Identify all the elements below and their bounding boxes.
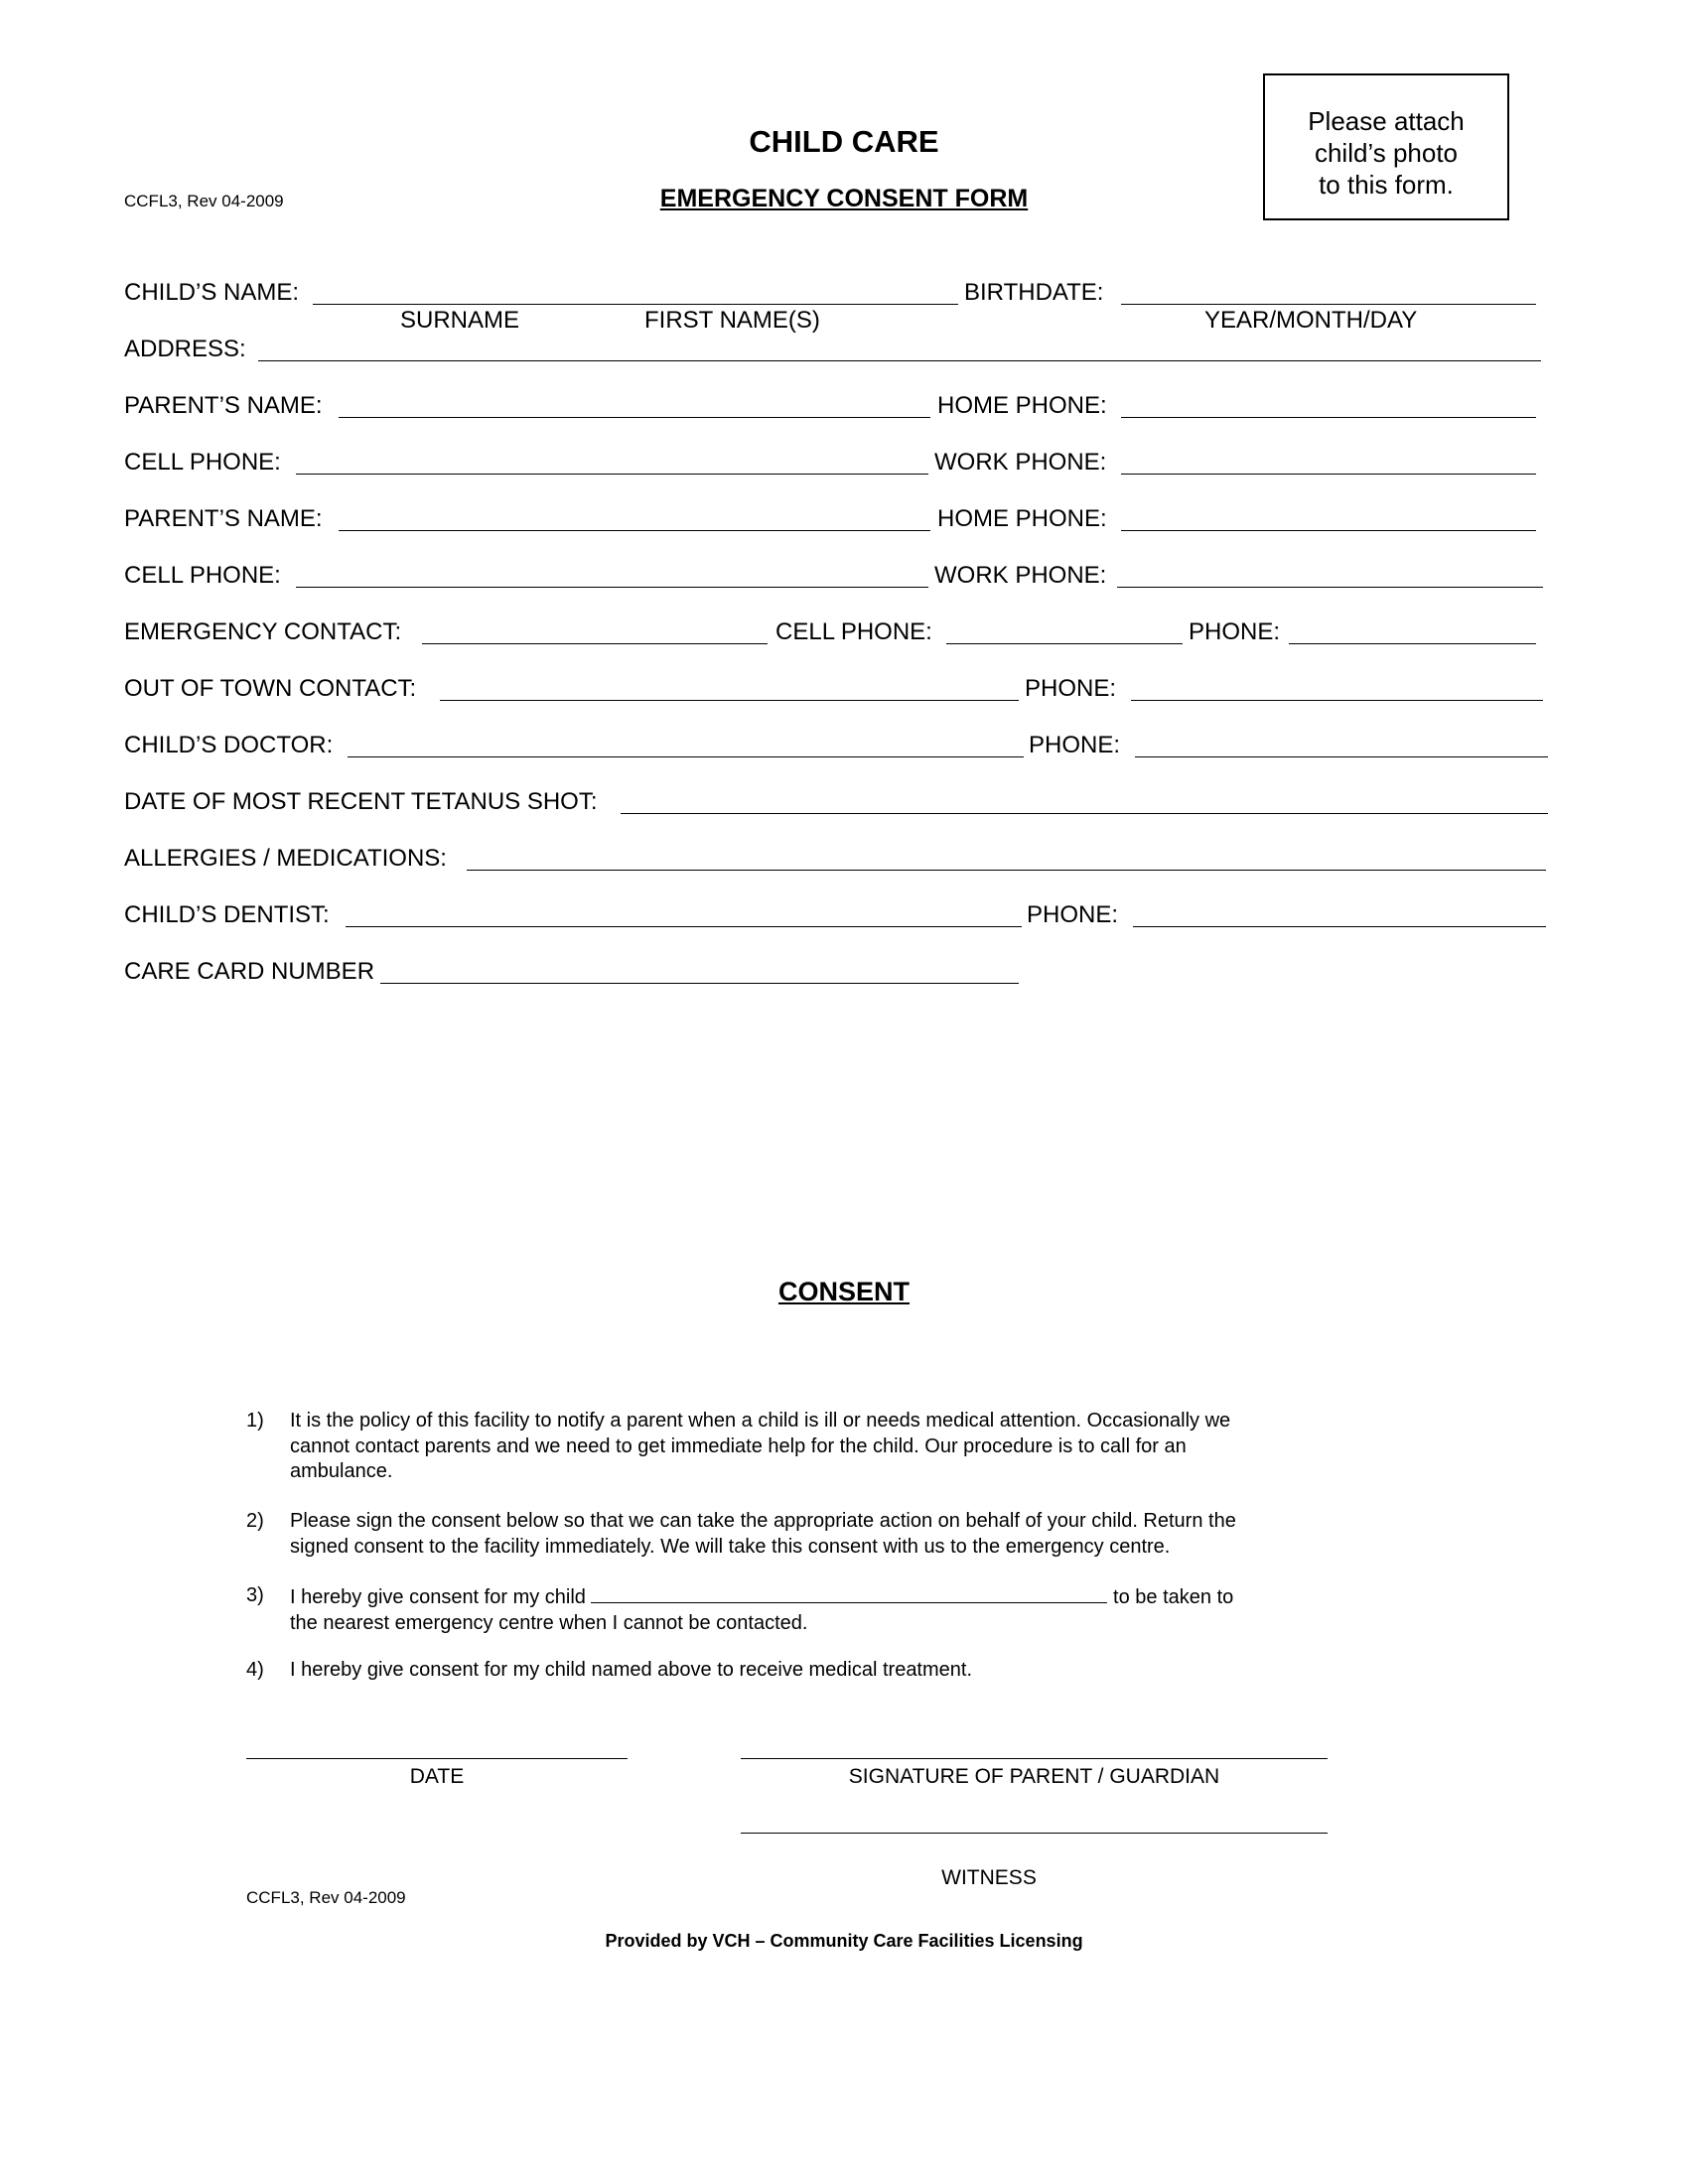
consent-prefix: I hereby give consent for my child xyxy=(290,1586,586,1608)
parent-name-row-2 xyxy=(124,504,1564,534)
witness-signature-field[interactable] xyxy=(741,1833,1328,1834)
cell-phone-label: CELL PHONE: xyxy=(124,449,281,476)
consent-item-text xyxy=(290,1409,1382,1485)
out-of-town-phone-field[interactable] xyxy=(1131,700,1543,701)
allergies-field[interactable] xyxy=(467,870,1546,871)
date-label: DATE xyxy=(409,1765,465,1788)
surname-caption: SURNAME xyxy=(400,307,520,334)
address-field[interactable] xyxy=(258,360,1541,361)
photo-box-line: child’s photo xyxy=(1314,138,1459,168)
consent-line: Please sign the consent below so that we can take the appropriate action on behalf of your child. Return the xyxy=(290,1510,1236,1532)
emergency-contact-field[interactable] xyxy=(422,643,768,644)
childs-name-label: CHILD’S NAME: xyxy=(124,279,300,306)
emergency-phone-field[interactable] xyxy=(1289,643,1536,644)
birthdate-label: BIRTHDATE: xyxy=(964,279,1104,306)
doctor-label: CHILD’S DOCTOR: xyxy=(124,732,334,758)
first-names-caption: FIRST NAME(S) xyxy=(644,307,820,334)
work-phone-label: WORK PHONE: xyxy=(934,562,1107,589)
emergency-contact-label: EMERGENCY CONTACT: xyxy=(124,618,402,645)
parent-name-label: PARENT’S NAME: xyxy=(124,505,323,532)
consent-line: It is the policy of this facility to notify a parent when a child is ill or needs medical attention. Occasionally we xyxy=(290,1410,1231,1432)
dentist-phone-label: PHONE: xyxy=(1027,901,1119,928)
birthdate-field[interactable] xyxy=(1121,304,1536,305)
parent-signature-field[interactable] xyxy=(741,1758,1328,1759)
consent-item-number: 1) xyxy=(246,1410,264,1432)
care-card-field[interactable] xyxy=(380,983,1019,984)
date-format-caption: YEAR/MONTH/DAY xyxy=(1204,307,1418,334)
consent-line: cannot contact parents and we need to get immediate help for the child. Our procedure is to call for an xyxy=(290,1434,1187,1457)
tetanus-label: DATE OF MOST RECENT TETANUS SHOT: xyxy=(124,788,598,815)
out-of-town-phone-label: PHONE: xyxy=(1025,675,1117,702)
home-phone-label: HOME PHONE: xyxy=(937,505,1107,532)
photo-attach-box[interactable] xyxy=(1263,73,1509,220)
address-row xyxy=(124,335,1564,364)
out-of-town-field[interactable] xyxy=(440,700,1019,701)
dentist-row xyxy=(124,900,1564,930)
home-phone-label: HOME PHONE: xyxy=(937,392,1107,419)
parent-name-row xyxy=(124,391,1564,421)
doctor-phone-label: PHONE: xyxy=(1029,732,1121,758)
consent-heading: CONSENT xyxy=(777,1277,910,1306)
work-phone-field[interactable] xyxy=(1121,474,1536,475)
emergency-cell-phone-label: CELL PHONE: xyxy=(775,618,932,645)
page-title: CHILD CARE xyxy=(749,124,939,159)
provided-by: Provided by VCH – Community Care Facilities Licensing xyxy=(605,1931,1083,1951)
doctor-field[interactable] xyxy=(348,756,1024,757)
doctor-row xyxy=(124,731,1564,760)
consent-item-number: 2) xyxy=(246,1510,264,1532)
form-code: CCFL3, Rev 04-2009 xyxy=(124,192,284,210)
cell-phone-row-2 xyxy=(124,561,1564,591)
consent-item-text xyxy=(290,1509,1382,1560)
allergies-row xyxy=(124,844,1564,874)
consent-item-number: 4) xyxy=(246,1659,264,1681)
page-subtitle: EMERGENCY CONSENT FORM xyxy=(659,185,1029,212)
cell-phone-field[interactable] xyxy=(296,474,928,475)
childs-name-row xyxy=(124,278,1564,308)
address-label: ADDRESS: xyxy=(124,336,246,362)
home-phone-field[interactable] xyxy=(1121,417,1536,418)
photo-box-line: to this form. xyxy=(1319,170,1454,200)
parent-name-field[interactable] xyxy=(339,417,930,418)
consent-item-number: 3) xyxy=(246,1584,264,1606)
emergency-contact-row xyxy=(124,617,1564,647)
dentist-field[interactable] xyxy=(346,926,1022,927)
child-name-consent-field[interactable] xyxy=(591,1583,1107,1603)
signature-label: SIGNATURE OF PARENT / GUARDIAN xyxy=(848,1765,1220,1788)
childs-name-field[interactable] xyxy=(313,304,958,305)
emergency-cell-phone-field[interactable] xyxy=(946,643,1183,644)
allergies-label: ALLERGIES / MEDICATIONS: xyxy=(124,845,447,872)
consent-item-text xyxy=(290,1658,1382,1684)
consent-line: signed consent to the facility immediately. We will take this consent with us to the emergency centre. xyxy=(290,1535,1171,1558)
tetanus-row xyxy=(124,787,1564,817)
work-phone-label: WORK PHONE: xyxy=(934,449,1107,476)
consent-line: I hereby give consent for my child named above to receive medical treatment. xyxy=(290,1659,973,1681)
consent-item-text xyxy=(290,1583,1382,1636)
dentist-label: CHILD’S DENTIST: xyxy=(124,901,330,928)
home-phone-field-2[interactable] xyxy=(1121,530,1536,531)
doctor-phone-field[interactable] xyxy=(1135,756,1548,757)
consent-line: ambulance. xyxy=(290,1460,393,1482)
cell-phone-row xyxy=(124,448,1564,478)
dentist-phone-field[interactable] xyxy=(1133,926,1546,927)
care-card-label: CARE CARD NUMBER xyxy=(124,958,375,985)
out-of-town-row xyxy=(124,674,1564,704)
parent-name-field-2[interactable] xyxy=(339,530,930,531)
consent-line xyxy=(290,1583,1382,1611)
witness-label: WITNESS xyxy=(941,1866,1037,1889)
photo-box-line: Please attach xyxy=(1308,106,1465,136)
consent-suffix: to be taken to xyxy=(1113,1586,1234,1608)
out-of-town-label: OUT OF TOWN CONTACT: xyxy=(124,675,417,702)
date-signature-field[interactable] xyxy=(246,1758,628,1759)
work-phone-field-2[interactable] xyxy=(1117,587,1543,588)
parent-name-label: PARENT’S NAME: xyxy=(124,392,323,419)
emergency-phone-label: PHONE: xyxy=(1189,618,1281,645)
tetanus-field[interactable] xyxy=(621,813,1548,814)
consent-line: the nearest emergency centre when I cannot be contacted. xyxy=(290,1611,808,1634)
care-card-row xyxy=(124,957,1564,987)
cell-phone-label: CELL PHONE: xyxy=(124,562,281,589)
footer-form-code: CCFL3, Rev 04-2009 xyxy=(246,1888,406,1907)
cell-phone-field-2[interactable] xyxy=(296,587,928,588)
